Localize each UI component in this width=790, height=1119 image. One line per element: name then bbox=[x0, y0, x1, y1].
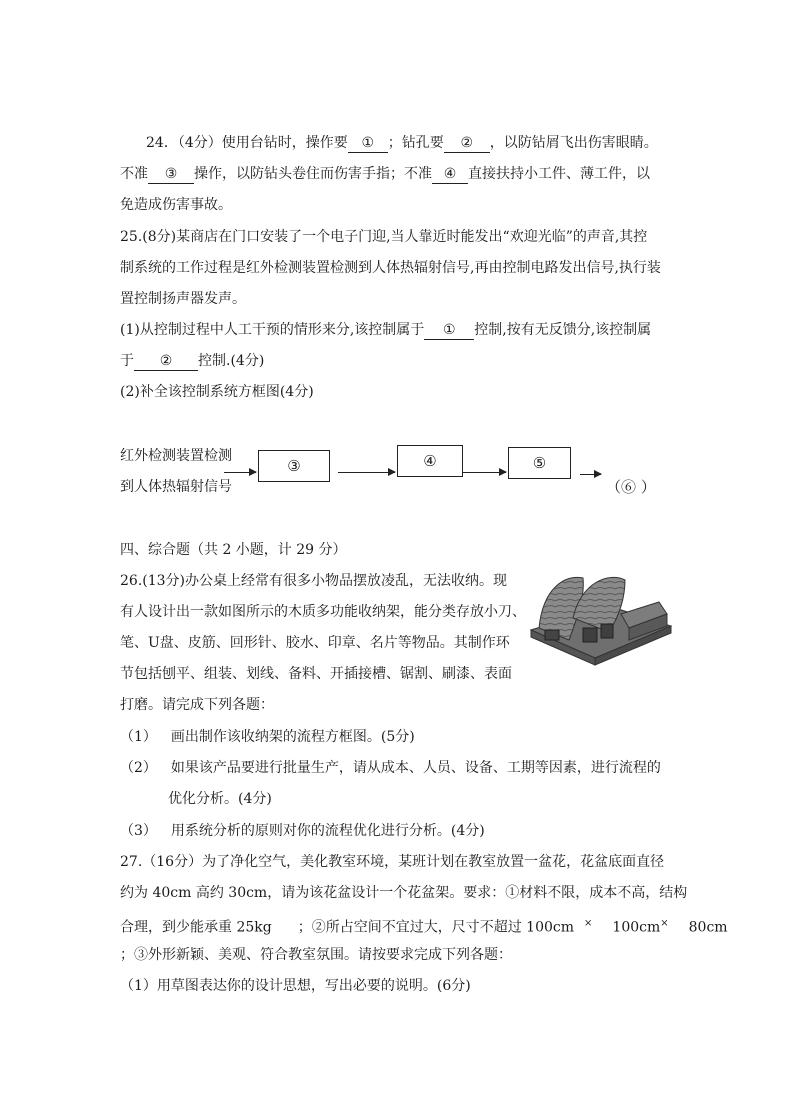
q24-line-1: 24．（4分）使用台钻时，操作要 ① ；钻孔要 ② ，以防钻屑飞出伤害眼睛。 bbox=[146, 135, 658, 151]
q24-blank-2[interactable]: ② bbox=[444, 134, 490, 153]
q25-blank-1[interactable]: ① bbox=[424, 321, 474, 340]
arrow-box5-to-output bbox=[580, 474, 601, 475]
diagram-box-5: ⑤ bbox=[508, 447, 571, 479]
q26-sub-2-line-2: 优化分析。(4分) bbox=[168, 791, 272, 807]
q25-line-2: 制系统的工作过程是红外检测装置检测到人体热辐射信号,再由控制电路发出信号,执行装 bbox=[120, 260, 661, 276]
q24-blank-1[interactable]: ① bbox=[348, 134, 388, 153]
q27-line-4: ；③外形新颖、美观、符合教室氛围。请按要求完成下列各题： bbox=[120, 947, 512, 963]
q24-line-2: 不准 ③ 操作，以防钻头卷住而伤害手指；不准 ④ 直接扶持小工件、薄工件，以 bbox=[120, 166, 650, 182]
q27-line-2: 约为 40cm 高约 30cm，请为该花盆设计一个花盆架。要求：①材料不限，成本不高，结构 bbox=[120, 885, 688, 901]
q27-line-1: 27.（16分）为了净化空气，美化教室环境，某班计划在教室放置一盆花，花盆底面直径 bbox=[120, 854, 665, 870]
diagram-input-line-1: 红外检测装置检测 bbox=[120, 448, 232, 464]
q25-part-1-line-1: (1)从控制过程中人工干预的情形来分,该控制属于 ① 控制,按有无反馈分,该控制属 bbox=[120, 322, 652, 338]
q26-line-5: 打磨。请完成下列各题： bbox=[120, 697, 274, 713]
q26-sub-1: （1） 画出制作该收纳架的流程方框图。(5分) bbox=[120, 729, 415, 745]
diagram-input-line-2: 到人体热辐射信号 bbox=[120, 479, 232, 495]
q27-line-3: 合理，到少能承重 25kg ；②所占空间不宜过大，尺寸不超过 100cm × 100cm× 80cm bbox=[120, 918, 728, 936]
q24-line-3: 免造成伤害事故。 bbox=[120, 197, 232, 213]
arrow-input-to-box3 bbox=[224, 472, 256, 473]
q25-blank-2[interactable]: ② bbox=[134, 352, 198, 371]
q25-part-2: (2)补全该控制系统方框图(4分) bbox=[120, 384, 314, 400]
q26-sub-2-line-1: （2） 如果该产品要进行批量生产，请从成本、人员、设备、工期等因素，进行流程的 bbox=[120, 760, 661, 776]
q26-sub-3: （3） 用系统分析的原则对你的流程优化进行分析。(4分) bbox=[120, 823, 485, 839]
q26-line-3: 笔、U盘、皮筋、回形针、胶水、印章、名片等物品。其制作环 bbox=[120, 635, 510, 651]
q25-line-3: 置控制扬声器发声。 bbox=[120, 291, 246, 307]
q26-line-4: 节包括刨平、组装、划线、备料、开插接槽、锯割、刷漆、表面 bbox=[120, 666, 512, 682]
arrow-box4-to-box5 bbox=[463, 472, 506, 473]
diagram-box-4: ④ bbox=[397, 445, 463, 477]
q24-blank-4[interactable]: ④ bbox=[432, 165, 468, 184]
arrow-box3-to-box4 bbox=[338, 472, 395, 473]
q27-sub-1: （1）用草图表达你的设计思想，写出必要的说明。(6分) bbox=[120, 978, 471, 994]
diagram-box-3: ③ bbox=[258, 450, 330, 482]
q25-part-1-line-2: 于 ② 控制.(4分) bbox=[120, 353, 265, 369]
diagram-output: （⑥ ） bbox=[606, 478, 656, 496]
wooden-organizer-image bbox=[525, 568, 675, 668]
q24-blank-3[interactable]: ③ bbox=[148, 165, 194, 184]
q26-line-1: 26.(13分)办公桌上经常有很多小物品摆放凌乱，无法收纳。现 bbox=[120, 573, 508, 589]
section-4-heading: 四、综合题（共 2 小题，计 29 分） bbox=[120, 542, 347, 558]
q26-line-2: 有人设计出一款如图所示的木质多功能收纳架，能分类存放小刀、 bbox=[120, 604, 526, 620]
q25-line-1: 25.(8分)某商店在门口安装了一个电子门迎,当人靠近时能发出“欢迎光临”的声音,其控 bbox=[120, 229, 648, 245]
